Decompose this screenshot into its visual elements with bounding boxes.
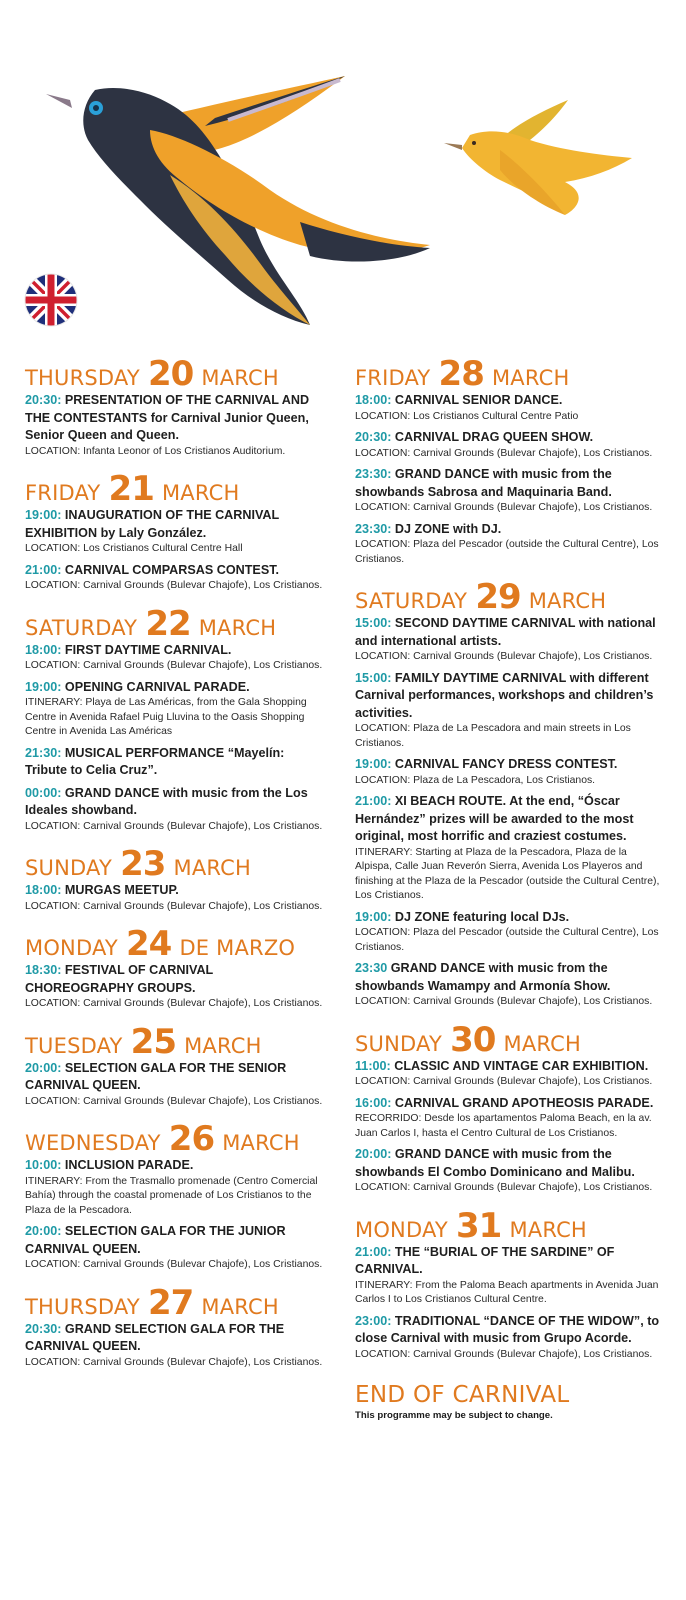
event-title-line <box>355 429 660 447</box>
event-item <box>355 615 660 665</box>
event-time: 18:30: <box>25 963 62 977</box>
day-number: 20 <box>147 354 194 394</box>
event-title-line <box>355 756 660 774</box>
event-title-line <box>355 1244 660 1279</box>
event-item <box>355 392 660 424</box>
event-item <box>25 745 325 780</box>
event-time: 23:30 <box>355 961 388 975</box>
day-block <box>355 1019 660 1196</box>
day-heading <box>25 1021 325 1062</box>
event-item <box>355 1313 660 1363</box>
event-location: LOCATION: Carnival Grounds (Bulevar Chajofe), Los Cristianos. <box>355 447 653 459</box>
weekday-label: TUESDAY <box>25 1033 123 1058</box>
month-label: MARCH <box>509 1217 587 1242</box>
event-time: 20:00: <box>25 1060 62 1075</box>
day-number: 29 <box>475 577 521 617</box>
event-title-line <box>25 642 325 660</box>
month-label: MARCH <box>503 1031 581 1056</box>
event-title-line <box>355 466 660 501</box>
month-label: MARCH <box>201 1294 279 1319</box>
event-location: LOCATION: Plaza de La Pescadora and main streets in Los Cristianos. <box>355 723 631 749</box>
day-number: 21 <box>108 469 154 509</box>
day-block <box>25 469 325 594</box>
event-time: 21:00: <box>25 562 62 577</box>
event-item <box>355 960 660 1010</box>
event-title-line <box>25 1157 325 1175</box>
birds-illustration <box>0 0 686 345</box>
month-label: MARCH <box>528 589 607 613</box>
schedule-left-column <box>25 354 325 1384</box>
event-title: GRAND DANCE with music from the Los Ideales showband. <box>25 785 308 817</box>
month-label: MARCH <box>222 1131 300 1155</box>
day-heading <box>25 469 325 509</box>
day-number: 24 <box>126 924 172 964</box>
day-heading <box>25 354 325 394</box>
month-label: MARCH <box>201 366 279 390</box>
day-block <box>355 577 660 1010</box>
event-location: RECORRIDO: Desde los apartamentos Paloma Beach, en la av. Juan Carlos I, hasta el Centro Cultural de Los Cristianos. <box>355 1113 652 1139</box>
event-title: XI BEACH ROUTE. At the end, “Óscar Hernández” prizes will be awarded to the most original, most horrific and craziest costumes. <box>355 794 634 843</box>
event-location: LOCATION: Carnival Grounds (Bulevar Chajofe), Los Cristianos. <box>355 996 653 1007</box>
event-title: CARNIVAL GRAND APOTHEOSIS PARADE. <box>394 1095 654 1110</box>
event-item <box>25 1321 325 1371</box>
event-time: 18:00: <box>355 393 392 407</box>
event-title-line <box>25 392 325 445</box>
event-location: LOCATION: Carnival Grounds (Bulevar Chajofe), Los Cristianos. <box>355 1182 653 1193</box>
event-time: 20:00: <box>355 1147 392 1161</box>
month-label: MARCH <box>173 856 251 880</box>
event-item <box>355 756 660 788</box>
event-location: LOCATION: Plaza de La Pescadora, Los Cristianos. <box>355 774 596 786</box>
event-title-line <box>355 909 660 927</box>
event-time: 19:00: <box>355 909 392 924</box>
uk-flag-icon[interactable] <box>24 273 78 327</box>
day-number: 25 <box>130 1021 176 1062</box>
weekday-label: MONDAY <box>25 936 118 960</box>
event-time: 23:30: <box>355 521 392 536</box>
event-item <box>355 1095 660 1142</box>
event-item <box>25 679 325 740</box>
event-title: OPENING CARNIVAL PARADE. <box>64 679 250 694</box>
event-location: LOCATION: Carnival Grounds (Bulevar Chajofe), Los Cristianos. <box>355 1348 653 1360</box>
event-title: CARNIVAL SENIOR DANCE. <box>394 393 563 407</box>
large-bird-icon <box>46 76 430 325</box>
day-heading <box>355 1205 660 1246</box>
event-location: ITINERARY: Starting at Plaza de la Pescadora, Plaza de la Alpispa, Calle Juan Reverón Sierra, Avenida Los Playeros and finishing at the Plaza de la Pescador (outside the Cultural Centre), Los Cristianos. <box>355 846 660 901</box>
event-title-line <box>355 1095 660 1113</box>
weekday-label: THURSDAY <box>25 1294 140 1319</box>
day-number: 30 <box>450 1019 496 1060</box>
day-heading <box>25 1282 325 1323</box>
event-location: LOCATION: Carnival Grounds (Bulevar Chajofe), Los Cristianos. <box>25 900 323 912</box>
event-time: 21:00: <box>355 794 392 808</box>
event-time: 18:00: <box>25 883 62 897</box>
event-time: 21:30: <box>25 745 62 760</box>
event-location: ITINERARY: From the Trasmallo promenade (Centro Comercial Bahía) through the coastal promenade of Los Cristianos to the Plaza de la Pescadora. <box>25 1175 318 1216</box>
event-location: ITINERARY: From the Paloma Beach apartments in Avenida Juan Carlos I to Los Cristianos Cultural Centre. <box>355 1279 659 1305</box>
event-title-line <box>25 507 325 542</box>
event-item <box>355 1058 660 1090</box>
event-location: LOCATION: Carnival Grounds (Bulevar Chajofe), Los Cristianos. <box>25 998 323 1009</box>
event-location: LOCATION: Infanta Leonor of Los Cristianos Auditorium. <box>25 445 286 457</box>
event-location: LOCATION: Carnival Grounds (Bulevar Chajofe), Los Cristianos. <box>355 1076 653 1087</box>
weekday-label: FRIDAY <box>25 481 101 505</box>
event-location: LOCATION: Carnival Grounds (Bulevar Chajofe), Los Cristianos. <box>25 820 323 832</box>
event-title-line <box>355 1058 660 1076</box>
event-location: LOCATION: Carnival Grounds (Bulevar Chajofe), Los Cristianos. <box>25 1259 323 1270</box>
month-label: MARCH <box>161 481 240 505</box>
event-time: 18:00: <box>25 642 62 657</box>
event-title-line <box>355 521 660 539</box>
event-title-line <box>25 1060 325 1095</box>
event-time: 20:30: <box>25 393 62 407</box>
event-time: 23:30: <box>355 467 392 481</box>
day-heading <box>25 603 325 644</box>
event-title-line <box>25 962 325 997</box>
event-location: LOCATION: Plaza del Pescador (outside the Cultural Centre), Los Cristianos. <box>355 539 659 565</box>
day-block <box>25 603 325 835</box>
weekday-label: SUNDAY <box>25 856 112 880</box>
weekday-label: WEDNESDAY <box>25 1131 161 1155</box>
event-item <box>355 793 660 904</box>
event-title: GRAND DANCE with music from the showbands El Combo Dominicano and Malibu. <box>355 1147 635 1179</box>
weekday-label: FRIDAY <box>355 366 431 390</box>
day-block <box>25 1282 325 1371</box>
event-location: LOCATION: Los Cristianos Cultural Centre Hall <box>25 543 243 554</box>
event-time: 20:30: <box>355 430 392 444</box>
event-title: GRAND DANCE with music from the showbands Sabrosa and Maquinaria Band. <box>355 467 612 499</box>
weekday-label: SUNDAY <box>355 1031 442 1056</box>
weekday-label: SATURDAY <box>355 589 468 613</box>
schedule-right-column <box>355 354 660 1421</box>
event-title: THE “BURIAL OF THE SARDINE” OF CARNIVAL. <box>355 1244 615 1276</box>
event-title-line <box>25 1223 325 1258</box>
event-item <box>355 1146 660 1196</box>
day-number: 31 <box>456 1205 502 1246</box>
day-block <box>25 924 325 1012</box>
event-location: LOCATION: Carnival Grounds (Bulevar Chajofe), Los Cristianos. <box>25 1095 323 1107</box>
event-time: 19:00: <box>355 757 392 771</box>
day-heading <box>25 1119 325 1159</box>
event-location: ITINERARY: Playa de Las Américas, from the Gala Shopping Centre in Avenida Rafael Puig Lluvina to the Oasis Shopping Centre in Avenida Las Américas <box>25 697 307 737</box>
event-title: CARNIVAL FANCY DRESS CONTEST. <box>394 757 618 771</box>
day-block <box>25 354 325 459</box>
event-title-line <box>355 960 660 995</box>
day-number: 27 <box>147 1282 194 1323</box>
event-title-line <box>25 882 325 900</box>
event-title: TRADITIONAL “DANCE OF THE WIDOW”, to close Carnival with music from Grupo Acorde. <box>355 1313 660 1345</box>
event-time: 15:00: <box>355 670 392 685</box>
event-item <box>25 1157 325 1218</box>
event-title-line <box>355 1313 660 1348</box>
event-location: LOCATION: Plaza del Pescador (outside the Cultural Centre), Los Cristianos. <box>355 927 659 953</box>
event-title-line <box>355 392 660 410</box>
event-location: LOCATION: Carnival Grounds (Bulevar Chajofe), Los Cristianos. <box>25 580 323 591</box>
event-title: DJ ZONE featuring local DJs. <box>394 909 570 924</box>
event-item <box>355 521 660 568</box>
event-title: GRAND SELECTION GALA FOR THE CARNIVAL QUEEN. <box>25 1321 285 1353</box>
event-title: FIRST DAYTIME CARNIVAL. <box>64 642 232 657</box>
event-title-line <box>25 562 325 580</box>
event-item <box>25 962 325 1012</box>
event-title-line <box>355 615 660 650</box>
small-bird-icon <box>444 100 632 215</box>
event-title-line <box>25 1321 325 1356</box>
day-heading <box>355 577 660 617</box>
day-block <box>25 1119 325 1273</box>
day-heading <box>355 354 660 394</box>
end-of-carnival-title: END OF CARNIVAL <box>355 1382 570 1408</box>
weekday-label: SATURDAY <box>25 615 138 640</box>
event-time: 16:00: <box>355 1095 392 1110</box>
disclaimer-note: This programme may be subject to change. <box>355 1410 553 1421</box>
event-location: LOCATION: Carnival Grounds (Bulevar Chajofe), Los Cristianos. <box>25 660 323 671</box>
event-item <box>25 1223 325 1273</box>
day-number: 23 <box>120 844 166 884</box>
event-location: LOCATION: Carnival Grounds (Bulevar Chajofe), Los Cristianos. <box>355 651 653 662</box>
event-title: DJ ZONE with DJ. <box>394 521 502 536</box>
event-item <box>25 507 325 557</box>
event-item <box>355 466 660 516</box>
event-time: 19:00: <box>25 679 62 694</box>
event-item <box>25 1060 325 1110</box>
event-item <box>25 392 325 459</box>
event-item <box>25 562 325 594</box>
event-time: 11:00: <box>355 1058 391 1073</box>
event-title-line <box>25 745 325 780</box>
day-heading <box>355 1019 660 1060</box>
day-number: 26 <box>168 1119 215 1159</box>
event-title: CARNIVAL COMPARSAS CONTEST. <box>64 562 280 577</box>
event-title: MUSICAL PERFORMANCE “Mayelín: Tribute to Celia Cruz”. <box>25 745 285 777</box>
month-label: MARCH <box>184 1033 262 1058</box>
event-item <box>25 642 325 674</box>
day-heading <box>25 924 325 964</box>
event-title-line <box>355 670 660 723</box>
month-label: DE MARZO <box>179 936 296 960</box>
event-title: INCLUSION PARADE. <box>64 1158 194 1172</box>
event-time: 23:00: <box>355 1313 392 1328</box>
event-item <box>355 670 660 752</box>
event-item <box>355 909 660 956</box>
event-title: CLASSIC AND VINTAGE CAR EXHIBITION. <box>394 1058 649 1073</box>
event-title: INAUGURATION OF THE CARNIVAL EXHIBITION by Laly González. <box>25 508 279 540</box>
day-block <box>355 1205 660 1363</box>
event-item <box>355 1244 660 1308</box>
event-title: CARNIVAL DRAG QUEEN SHOW. <box>394 430 594 444</box>
event-time: 21:00: <box>355 1244 392 1259</box>
event-location: LOCATION: Carnival Grounds (Bulevar Chajofe), Los Cristianos. <box>355 502 653 513</box>
event-title: FAMILY DAYTIME CARNIVAL with different Carnival performances, workshops and children’s activities. <box>355 670 654 720</box>
event-time: 10:00: <box>25 1158 62 1172</box>
event-title: MURGAS MEETUP. <box>64 883 179 897</box>
weekday-label: THURSDAY <box>25 366 140 390</box>
day-number: 28 <box>438 354 484 394</box>
event-title: SELECTION GALA FOR THE JUNIOR CARNIVAL QUEEN. <box>25 1224 286 1256</box>
weekday-label: MONDAY <box>355 1217 448 1242</box>
event-title: FESTIVAL OF CARNIVAL CHOREOGRAPHY GROUPS. <box>25 963 214 995</box>
event-title-line <box>25 679 325 697</box>
event-time: 15:00: <box>355 616 392 630</box>
event-title: SELECTION GALA FOR THE SENIOR CARNIVAL QUEEN. <box>25 1060 287 1092</box>
day-block <box>25 1021 325 1110</box>
event-title-line <box>355 1146 660 1181</box>
day-number: 22 <box>145 603 191 644</box>
event-title: SECOND DAYTIME CARNIVAL with national and international artists. <box>355 616 656 648</box>
event-location: LOCATION: Carnival Grounds (Bulevar Chajofe), Los Cristianos. <box>25 1356 323 1368</box>
event-time: 20:30: <box>25 1321 62 1336</box>
event-location: LOCATION: Los Cristianos Cultural Centre Patio <box>355 410 579 422</box>
event-item <box>25 785 325 835</box>
event-title-line <box>25 785 325 820</box>
event-time: 20:00: <box>25 1224 62 1238</box>
event-item <box>355 429 660 461</box>
event-title-line <box>355 793 660 846</box>
month-label: MARCH <box>491 366 570 390</box>
event-title: GRAND DANCE with music from the showbands Wamampy and Armonía Show. <box>355 961 611 993</box>
day-block <box>355 354 660 567</box>
event-title: PRESENTATION OF THE CARNIVAL AND THE CONTESTANTS for Carnival Junior Queen, Senior Queen and Queen. <box>25 393 310 442</box>
event-time: 19:00: <box>25 508 62 522</box>
day-block <box>25 844 325 914</box>
event-time: 00:00: <box>25 785 62 800</box>
end-section <box>355 1382 660 1421</box>
event-item <box>25 882 325 914</box>
month-label: MARCH <box>198 615 277 640</box>
day-heading <box>25 844 325 884</box>
